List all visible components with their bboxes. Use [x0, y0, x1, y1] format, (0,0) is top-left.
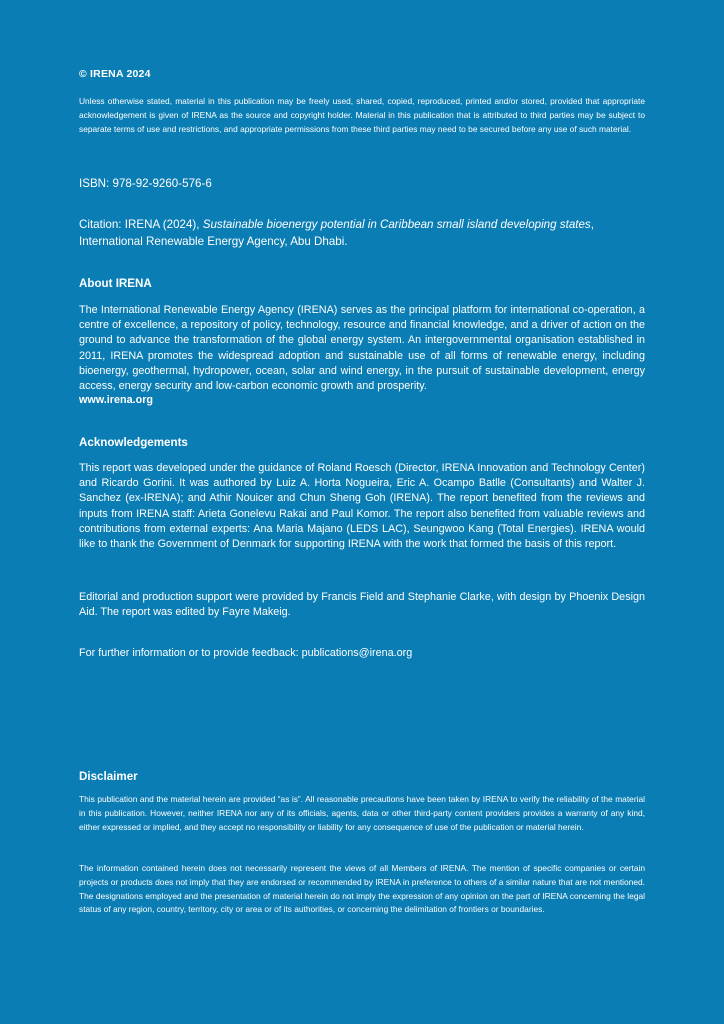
license-text: Unless otherwise stated, material in this publication may be freely used, shared, copied, reproduced, printed and/or stored, provided that appropriate acknowledgement is given of IRENA as the source and copyright holder. Material in this publication that is attributed to third parties may be subject to separate terms of use and restrictions, and appropriate permissions from these third parties may need to be secured before any use of such material.	[79, 96, 645, 134]
about-text: The International Renewable Energy Agency (IRENA) serves as the principal platform for international co-operation, a centre of excellence, a repository of policy, technology, resource and financial knowledge, and a driver of action on the ground to advance the transformation of the global energy system. An intergovernmental organisation established in 2011, IRENA promotes the widespread adoption and sustainable use of all forms of renewable energy, including bioenergy, geothermal, hydropower, ocean, solar and wind energy, in the pursuit of sustainable development, energy access, energy security and low-carbon economic growth and prosperity.	[79, 304, 645, 393]
acknowledgements-text: This report was developed under the guidance of Roland Roesch (Director, IRENA Innovation and Technology Center) and Ricardo Gorini. It was authored by Luiz A. Horta Nogueira, Eric A. Ocampo Batlle (Consultants) and Walter J. Sanchez (ex-IRENA); and Athir Nouicer and Chun Sheng Goh (IRENA). The report benefited from the reviews and inputs from IRENA staff: Arieta Gonelevu Rakai and Paul Komor. The report also benefited from valuable reviews and contributions from external experts: Ana Maria Majano (LEDS LAC), Seungwoo Kang (Total Energies). IRENA would like to thank the Government of Denmark for supporting IRENA with the work that formed the basis of this report.	[79, 462, 645, 551]
citation-prefix: Citation: IRENA (2024),	[79, 218, 203, 231]
irena-website-link[interactable]: www.irena.org	[79, 394, 153, 406]
disclaimer-heading: Disclaimer	[79, 770, 138, 783]
disclaimer-paragraph-1: This publication and the material herein are provided “as is”. All reasonable precautions have been taken by IRENA to verify the reliability of the material in this publication. However, neither IRENA nor any of its officials, agents, data or other third-party content providers provides a warranty of any kind, either expressed or implied, and they accept no responsibility or liability for any consequence of use of the publication or material herein.	[79, 794, 645, 832]
isbn: ISBN: 978-92-9260-576-6	[79, 177, 212, 190]
acknowledgements-heading: Acknowledgements	[79, 436, 188, 449]
about-heading: About IRENA	[79, 277, 152, 290]
citation-title: Sustainable bioenergy potential in Caribbean small island developing states	[202, 218, 591, 231]
editorial-text: Editorial and production support were provided by Francis Field and Stephanie Clarke, with design by Phoenix Design Aid. The report was edited by Fayre Makeig.	[79, 591, 645, 619]
citation	[79, 217, 645, 250]
disclaimer-paragraph-2: The information contained herein does not necessarily represent the views of all Members of IRENA. The mention of specific companies or certain projects or products does not imply that they are endorsed or recommended by IRENA in preference to others of a similar nature that are not mentioned. The designations employed and the presentation of material herein do not imply the expression of any opinion on the part of IRENA concerning the legal status of any region, country, territory, city or area or of its authorities, or concerning the delimitation of frontiers or boundaries.	[79, 863, 645, 915]
feedback-text: For further information or to provide feedback: publications@irena.org	[79, 647, 413, 659]
citation-suffix: , International Renewable Energy Agency, Abu Dhabi.	[79, 218, 594, 248]
copyright-notice: © IRENA 2024	[79, 68, 151, 80]
